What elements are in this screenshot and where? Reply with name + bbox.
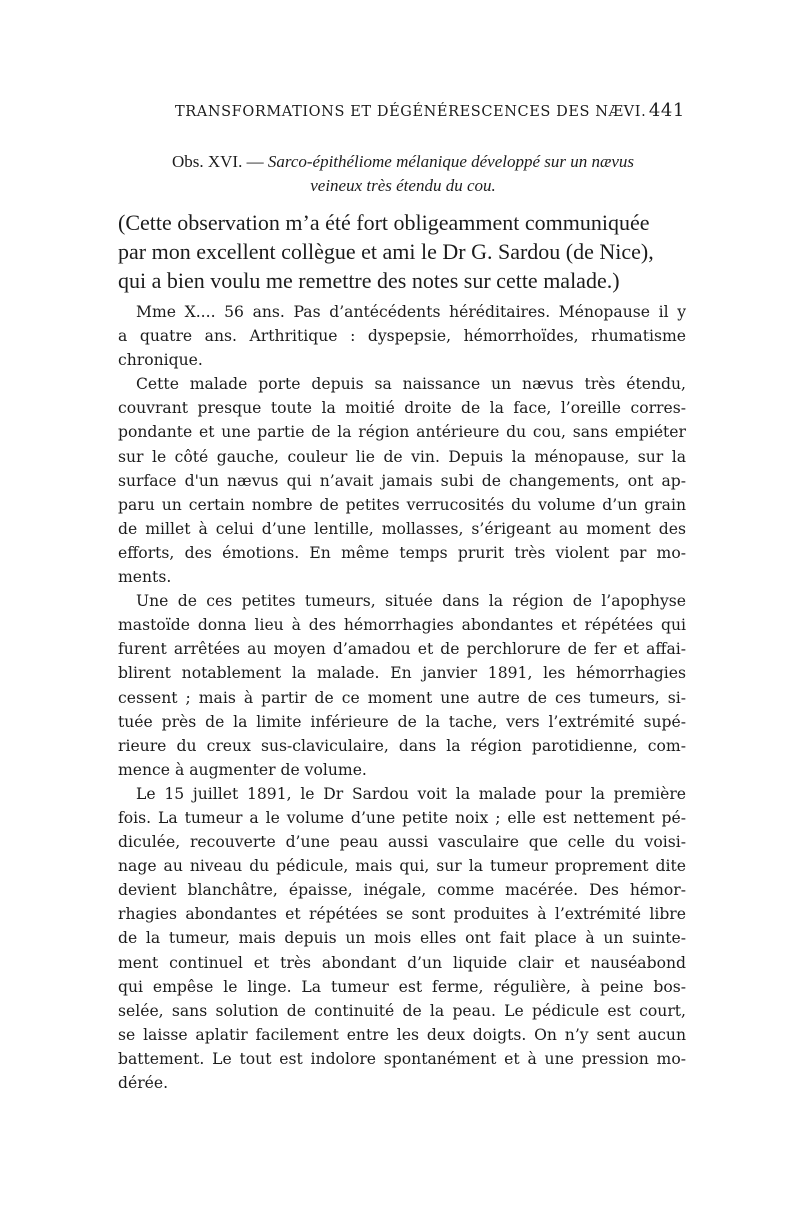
text-line: fois. La tumeur a le volume d’une petite noix ; elle est nettement pé- bbox=[118, 808, 686, 827]
text-line: cessent ; mais à partir de ce moment une autre de ces tumeurs, si- bbox=[118, 688, 686, 707]
text-line: Le 15 juillet 1891, le Dr Sardou voit la malade pour la première bbox=[136, 784, 686, 803]
text-line: sur le côté gauche, couleur lie de vin. Depuis la ménopause, sur la bbox=[118, 447, 686, 466]
text-line: qui empêse le linge. La tumeur est ferme, régulière, à peine bos- bbox=[118, 977, 686, 996]
text-line: mastoïde donna lieu à des hémorrhagies abondantes et répétées qui bbox=[118, 616, 686, 635]
text-line: tuée près de la limite inférieure de la tache, vers l’extrémité supé- bbox=[118, 712, 686, 731]
intro-paragraph bbox=[118, 208, 688, 295]
intro-line: (Cette observation m’a été fort obligeamment communiquée bbox=[118, 210, 650, 235]
text-line: Une de ces petites tumeurs, située dans la région de l’apophyse bbox=[136, 592, 686, 611]
text-line: furent arrêtées au moyen d’amadou et de perchlorure de fer et affai- bbox=[118, 640, 686, 659]
text-line: selée, sans solution de continuité de la peau. Le pédicule est court, bbox=[118, 1001, 686, 1020]
text-line: rhagies abondantes et répétées se sont produites à l’extrémité libre bbox=[118, 905, 686, 924]
text-line: chronique. bbox=[118, 351, 203, 370]
page-number: 441 bbox=[648, 100, 685, 121]
text-line: ment continuel et très abondant d’un liquide clair et nauséabond bbox=[118, 953, 686, 972]
text-line: se laisse aplatir facilement entre les deux doigts. On n’y sent aucun bbox=[118, 1025, 686, 1044]
text-line: surface d'un nævus qui n’avait jamais subi de changements, ont ap- bbox=[118, 471, 686, 490]
text-line: Cette malade porte depuis sa naissance un nævus très étendu, bbox=[136, 375, 686, 394]
text-line: dérée. bbox=[118, 1074, 169, 1092]
text-line: rieure du creux sus-claviculaire, dans la région parotidienne, com- bbox=[118, 736, 686, 755]
case-report-text bbox=[118, 300, 686, 1095]
intro-line: qui a bien voulu me remettre des notes sur cette malade.) bbox=[118, 268, 620, 293]
text-line: a quatre ans. Arthritique : dyspepsie, hémorrhoïdes, rhumatisme bbox=[118, 327, 686, 346]
text-line: pondante et une partie de la région antérieure du cou, sans empiéter bbox=[118, 423, 686, 442]
intro-line: par mon excellent collègue et ami le Dr G. Sardou (de Nice), bbox=[118, 239, 654, 264]
text-line: ments. bbox=[118, 568, 172, 587]
observation-title-line-1 bbox=[118, 150, 688, 174]
observation-heading bbox=[118, 150, 688, 198]
text-line: efforts, des émotions. En même temps prurit très violent par mo- bbox=[118, 543, 686, 562]
text-line: Mme X.... 56 ans. Pas d’antécédents héréditaires. Ménopause il y bbox=[136, 303, 686, 321]
running-title: TRANSFORMATIONS ET DÉGÉNÉRESCENCES DES NÆVI. bbox=[175, 104, 647, 120]
text-line: mence à augmenter de volume. bbox=[118, 760, 367, 779]
text-line: de la tumeur, mais depuis un mois elles ont fait place à un suinte- bbox=[118, 929, 686, 948]
text-line: diculée, recouverte d’une peau aussi vasculaire que celle du voisi- bbox=[118, 833, 686, 852]
text-line: de millet à celui d’une lentille, mollasses, s’érigeant au moment des bbox=[118, 519, 686, 538]
text-line: battement. Le tout est indolore spontanément et à une pression mo- bbox=[118, 1049, 686, 1068]
observation-title-part-1: Sarco-épithéliome mélanique développé sur un nævus bbox=[267, 152, 635, 171]
text-line: nage au niveau du pédicule, mais qui, sur la tumeur proprement dite bbox=[118, 857, 686, 876]
text-line: blirent notablement la malade. En janvier 1891, les hémorrhagies bbox=[118, 664, 686, 683]
observation-label: Obs. XVI. — bbox=[171, 152, 264, 171]
observation-title-line-2: veineux très étendu du cou. bbox=[310, 176, 496, 195]
text-line: couvrant presque toute la moitié droite de la face, l’oreille corres- bbox=[118, 399, 686, 418]
text-line: devient blanchâtre, épaisse, inégale, comme macérée. Des hémor- bbox=[118, 881, 686, 900]
text-line: paru un certain nombre de petites verrucosités du volume d’un grain bbox=[118, 495, 686, 514]
